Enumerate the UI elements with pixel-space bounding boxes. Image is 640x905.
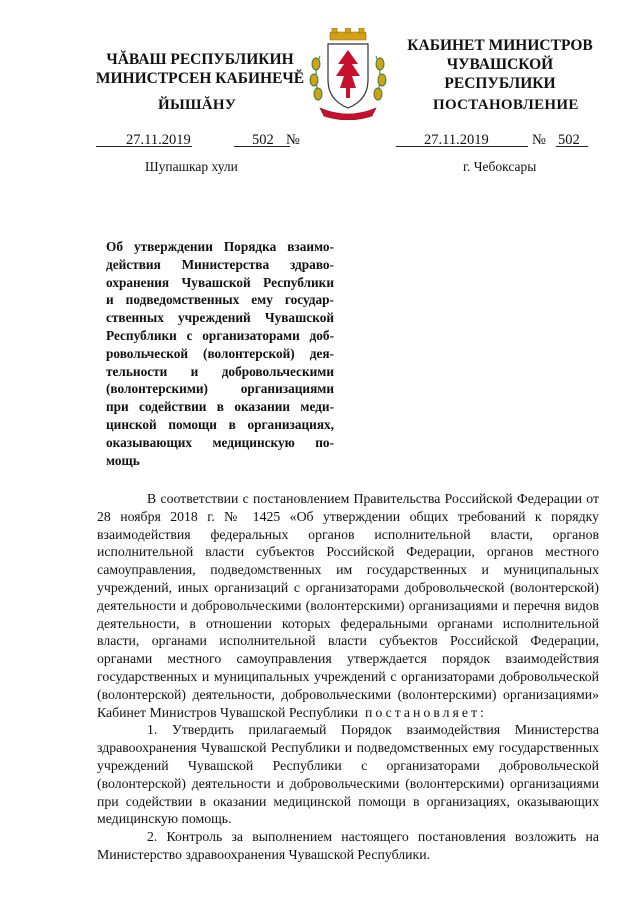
underline-left-number (234, 146, 290, 147)
underline-left-date (98, 146, 192, 147)
doctype-left: ЙЫШĂНУ (158, 97, 237, 113)
number-sign-right: № (532, 132, 546, 148)
underline-right-date (396, 146, 528, 147)
number-sign-left: № (286, 132, 300, 148)
title-line: тельности и добровольческими (106, 363, 334, 379)
title-line: оказывающих медицинскую по- (106, 434, 334, 450)
emblem-ribbon (320, 108, 376, 120)
coat-of-arms-emblem (306, 28, 390, 120)
emblem-crown (330, 28, 366, 40)
header-left (92, 50, 308, 88)
header-right-line2: ЧУВАШСКОЙ РЕСПУБЛИКИ (444, 56, 556, 92)
header-right-line1: КАБИНЕТ МИНИСТРОВ (407, 37, 593, 54)
place-right: г. Чебоксары (463, 159, 537, 174)
preamble-paragraph (97, 490, 599, 721)
clause-2: 2. Контроль за выполнением настоящего постановления возложить на Министерство здравоохранения Чувашской Республики. (97, 829, 599, 862)
doc-date-right: 27.11.2019 (424, 132, 489, 148)
header-left-line1: ЧĂВАШ РЕСПУБЛИКИН (106, 51, 294, 68)
document-body (97, 490, 599, 864)
title-line: действия Министерства здраво- (106, 256, 334, 272)
title-line: (волонтерскими) организациями (106, 381, 334, 397)
title-line: ровольческой (волонтерской) дея- (106, 345, 334, 361)
place-left: Шупашкар хули (145, 159, 238, 174)
decree-word: постановляет: (364, 704, 487, 720)
preamble-text: В соответствии с постановлением Правительства Российской Федерации от 28 ноября 2018 г. № 1425 «Об утверждении общих требований к порядку взаимодействия федеральных органов исполнительной власти, органов исполнительной власти субъектов Российской Федерации, органов местного самоуправления, подведомственных им государственных и муниципальных учреждений, иных организаций с организаторами добровольческой (волонтерской) деятельности и добровольческими (волонтерскими) организациями и перечня видов деятельности, в отношении которых федеральными органами исполнительной власти, органами исполнительной власти субъектов Российской Федерации, органами местного самоуправления утверждается порядок взаимодействия государственных и муниципальных учреждений с организаторами добровольческой (волонтерской) деятельности, добровольческими (волонтерскими) организациями» Кабинет Министров Чувашской Республики (97, 491, 599, 720)
title-line: и подведомственных ему государ- (106, 292, 334, 308)
doctype-right: ПОСТАНОВЛЕНИЕ (433, 97, 579, 113)
title-line: ственных учреждений Чувашской (106, 310, 334, 326)
title-line: мощь (106, 452, 140, 468)
emblem-trunk (346, 88, 350, 98)
clause-1: 1. Утвердить прилагаемый Порядок взаимодействия Министерства здравоохранения Чувашской Республики и подведомственных ему государственных учреждений Чувашской Республики с организаторами добровольческой (волонтерской) деятельности и добровольческими (волонтерскими) организациями при содействии в оказании медицинской помощи в организациях, оказывающих медицинскую помощь. (97, 722, 599, 827)
emblem-hops-left (310, 56, 322, 100)
title-line: Республики с организаторами доб- (106, 327, 334, 343)
doc-number-right: 502 (558, 132, 580, 148)
header-left-line2: МИНИСТРСЕН КАБИНЕЧĔ (95, 70, 305, 87)
doc-date-left: 27.11.2019 (126, 132, 191, 148)
document-title (106, 238, 334, 469)
header-right (390, 36, 610, 93)
title-line: охранения Чувашской Республики (106, 274, 334, 290)
title-line: Об утверждении Порядка взаимо- (106, 239, 334, 254)
underline-right-number (556, 146, 588, 147)
title-line: цинской помощи в организациях, (106, 416, 334, 432)
emblem-hops-right (374, 56, 386, 100)
title-line: при содействии в оказании меди- (106, 399, 334, 415)
doc-number-left: 502 (252, 132, 274, 148)
